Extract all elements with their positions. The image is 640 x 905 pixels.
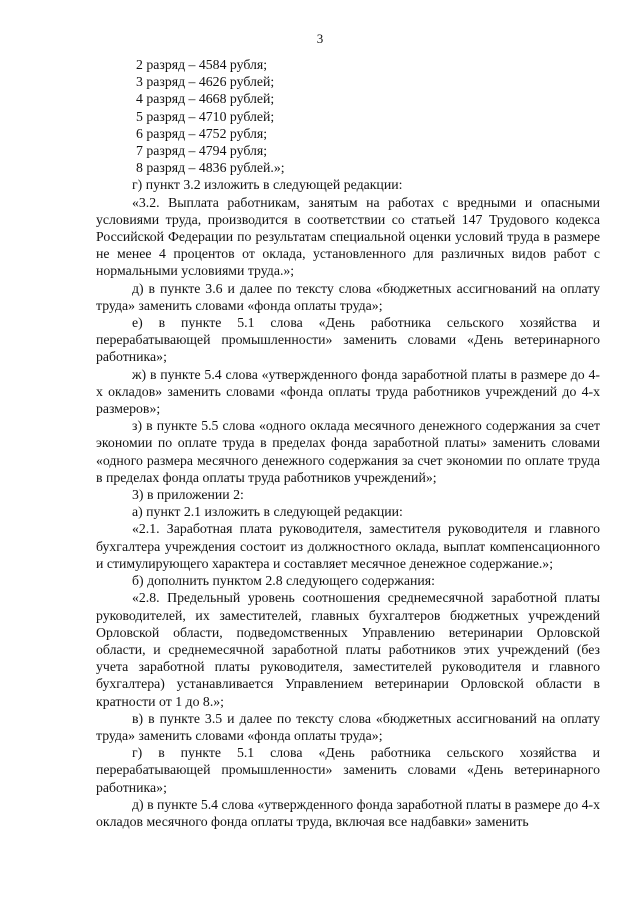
paragraph: е) в пункте 5.1 слова «День работника сельского хозяйства и перерабатывающей промышленности» заменить словами «День ветеринарного работника»; [96, 315, 600, 365]
rank-item: 6 разряд – 4752 рубля; [136, 125, 268, 141]
paragraph: а) пункт 2.1 изложить в следующей редакции: [132, 504, 403, 520]
paragraph: ж) в пункте 5.4 слова «утвержденного фонда заработной платы в размере до 4-х окладов» заменить словами «фонда оплаты труда работников учреждений до 4-х размеров»; [96, 366, 600, 417]
paragraph: в) в пункте 3.5 и далее по тексту слова «бюджетных ассигнований на оплату труда» заменить словами «фонда оплаты труда»; [96, 710, 600, 743]
rank-item: 3 разряд – 4626 рублей; [136, 74, 275, 90]
rank-item: 7 разряд – 4794 рубля; [136, 143, 268, 159]
paragraph: «3.2. Выплата работникам, занятым на работах с вредными и опасными условиями труда, производится в соответствии со статьей 147 Трудового кодекса Российской Федерации по результатам специальной оценки условий труда в размере не менее 4 процентов от оклада, установленного для различных видов работ с нормальными условиями труда.»; [96, 194, 600, 279]
paragraph: з) в пункте 5.5 слова «одного оклада месячного денежного содержания за счет экономии по оплате труда в пределах фонда заработной платы» заменить словами «одного размера месячного денежного содержания за счет экономии по оплате труда в пределах фонда оплаты труда работников учреждений»; [96, 418, 600, 485]
paragraph: б) дополнить пунктом 2.8 следующего содержания: [132, 573, 435, 589]
page-number: 3 [316, 31, 324, 46]
rank-list [96, 56, 600, 176]
paragraph: «2.1. Заработная плата руководителя, заместителя руководителя и главного бухгалтера учреждения состоит из должностного оклада, выплат компенсационного и стимулирующего характера и составляет месячное денежное содержание.»; [96, 521, 600, 571]
paragraph: г) в пункте 5.1 слова «День работника сельского хозяйства и перерабатывающей промышленности» заменить словами «День ветеринарного работника»; [96, 745, 600, 795]
rank-item: 4 разряд – 4668 рублей; [136, 91, 275, 107]
paragraph: г) пункт 3.2 изложить в следующей редакции: [132, 177, 403, 193]
rank-item: 5 разряд – 4710 рублей; [136, 108, 275, 124]
paragraph: 3) в приложении 2: [132, 487, 244, 503]
rank-item: 2 разряд – 4584 рубля; [136, 57, 268, 72]
paragraph: д) в пункте 5.4 слова «утвержденного фонда заработной платы в размере до 4-х окладов месячного фонда оплаты труда, включая все надбавки» заменить [96, 796, 601, 829]
paragraph: д) в пункте 3.6 и далее по тексту слова «бюджетных ассигнований на оплату труда» заменить словами «фонда оплаты труда»; [96, 280, 600, 313]
paragraph: «2.8. Предельный уровень соотношения среднемесячной заработной платы руководителей, их заместителей, главных бухгалтеров бюджетных учреждений Орловской области, подведомственных Управлению ветеринарии Орловской области, и среднемесячной заработной платы работников этих учреждений (без учета заработной платы руководителя, заместителей руководителя и главного бухгалтера) устанавливается Управлением ветеринарии Орловской области в кратности от 1 до 8.»; [96, 590, 600, 709]
rank-item: 8 разряд – 4836 рублей.»; [136, 160, 285, 176]
